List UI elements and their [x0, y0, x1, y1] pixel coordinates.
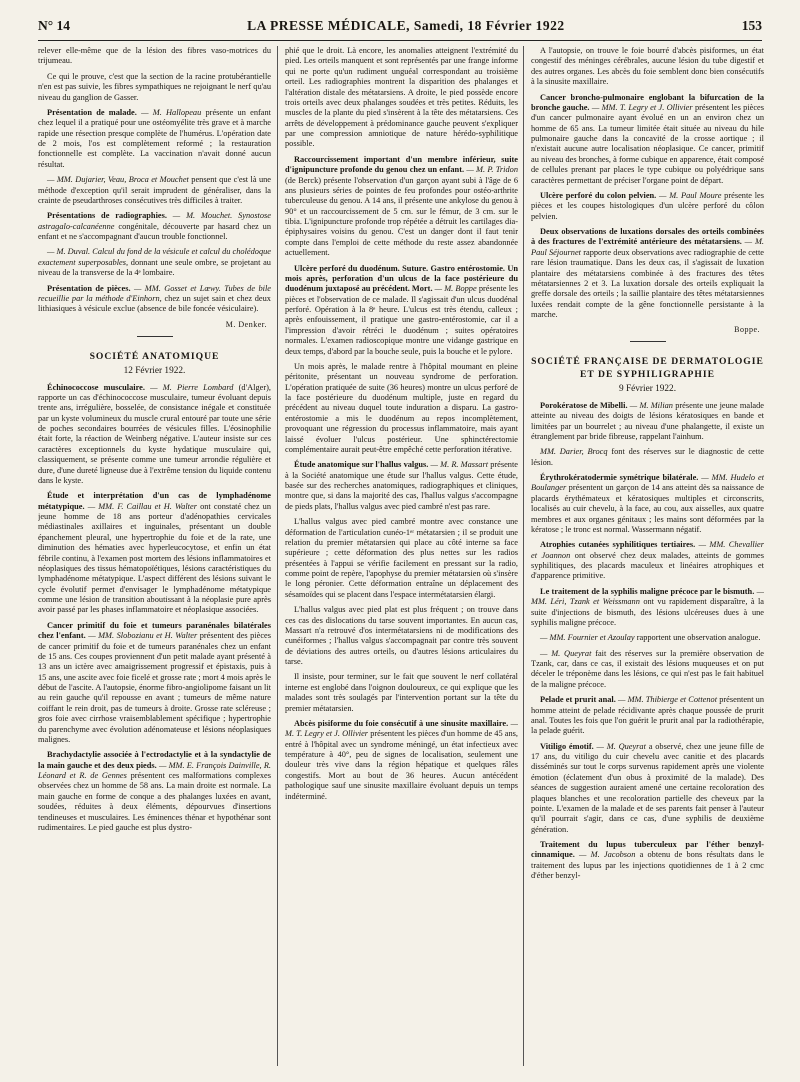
section-title: SOCIÉTÉ FRANÇAISE DE DERMATOLOGIE ET DE SYPHILIGRAPHIE: [531, 356, 764, 380]
article-text: a obtenu de bons résultats dans le traitement des lupus par les injections quotidiennes de 1 à 2 cmc d'éther benzyl-: [531, 850, 764, 881]
article-text: (d'Alger), rapporte un cas d'échinococcose musculaire, tumeur évoluant depuis trente ans, irrégulière, bosselée, de consistance inégale et constituée par un kyste volumineux du muscle crural entouré par toute une série de poches secondaires bourrées de vésicules filles. L'éosinophilie était forte, la réaction de Weinberg négative. L'auteur insiste sur ces caractères exceptionnels du kyste hydatique musculaire qui, classiquement, se présente comme une tumeur arrondie régulière et dure, d'une dureté ligneuse due à l'extrême tension du liquide contenu dans le kyste.: [38, 382, 271, 485]
article-title: Atrophies cutanées syphilitiques tertiaires.: [540, 540, 696, 550]
paragraph: Il insiste, pour terminer, sur le fait que souvent le nerf collatéral interne est englobé dans l'oignon douloureux, ce qui explique que les malades sont très soulagés par l'intervention portant sur la tête du premier métatarsien.: [285, 672, 518, 713]
article-text: rapportent une observation analogue.: [636, 633, 761, 643]
signature: Boppe.: [734, 325, 760, 335]
article: [531, 587, 764, 629]
article-italic: Synostose astragalo-calcanéenne: [38, 211, 271, 231]
article-authors: — MM. E. François Dainville, R. Léonard et R. de Gennes: [38, 760, 271, 781]
header-rule: [38, 40, 762, 41]
article-text: ont constaté chez un jeune homme de 18 ans porteur d'adénopathies cervicales médiastinales axillaires et inguinales, présentant un double épanchement pleural, une hypertrophie du foie et de la rate, une diminution des hématies avec hyperleucocytose, et enfin un état fébrile continu, à l'examen post mortem des lésions inflammatoires et néoplasiques des tissus hématopoïétiques, lésions caractéristiques du lymphadénome métatypique. L'aspect différent des lésions suivant le cycle évolutif permet d'envisager le lymphadénome métatypique comme une lésion de transition aboutissant à la néoplasie pure après avoir passé par les phases inflammatoire et néoplasique associées.: [38, 501, 271, 615]
article-authors: — M. Hallopeau: [141, 107, 202, 117]
article: [531, 742, 764, 835]
article-authors: — M. Duval.: [47, 247, 91, 257]
paragraph: relever elle-même que de la lésion des fibres vaso-motrices du trijumeau.: [38, 46, 271, 66]
article-authors: — MM. Thibierge et Cottenot: [618, 695, 718, 705]
article: [38, 383, 271, 487]
article-title: Ulcère perforé du duodénum. Suture. Gastro entérostomie. Un mois après, perforation d'un ulcus de la face postérieure du duodénum juxtaposé au précédent. Mort.: [285, 263, 518, 294]
article: [285, 460, 518, 512]
article-authors: — M. T. Legry et J. Ollivier: [285, 718, 518, 739]
paragraph: Ce qui le prouve, c'est que la section de la racine protubérantielle n'en est pas suivie, les fibres sympathiques ne rejoignant le nerf qu'au niveau du ganglion de Gasser.: [38, 71, 271, 102]
article-title: Brachydactylie associée à l'ectrodactylie et à la syndactylie de la main gauche et des deux pieds.: [38, 750, 271, 770]
article-text: donnant une seule ombre, se projetant au niveau de la transverse de la 4ᵉ lombaire.: [38, 257, 271, 278]
article: [531, 191, 764, 222]
paragraph: L'hallus valgus avec pied plat est plus fréquent ; on trouve dans ces cas des dislocations du tarse souvent importantes. En aucun cas, Massart n'a retrouvé d'os intermétatarsiens ni de modifications des cunéiformes ; l'hallus valgus s'accompagnait par contre très souvent de déviations des autres orteils, ou d'autres lésions articulaires du tarse.: [285, 605, 518, 666]
article-authors: — MM. F. Caillau et H. Walter: [87, 501, 197, 511]
article-text: congénitale, découverte par hasard chez un enfant et ne s'accompagnant d'aucun trouble fonctionnel.: [38, 221, 271, 241]
article-title: Étude et interprétation d'un cas de lymphadénome métatypique.: [38, 491, 271, 511]
article-title: Vitiligo émotif.: [540, 741, 594, 751]
article: [531, 840, 764, 882]
article-authors: — M. Queyrat: [540, 648, 592, 658]
article: [531, 540, 764, 582]
article-authors: — M. Milian: [629, 400, 673, 410]
article-authors: — M. P. Tridon: [466, 165, 518, 175]
article-text: ont vu rapidement disparaître, à la suite d'injections de bismuth, des lésions ulcéreuses dues à une syphilis maligne précoce.: [531, 597, 764, 627]
column-1: [38, 46, 271, 1074]
article-authors: — M. Jacobson: [579, 850, 636, 860]
article-title: Cancer primitif du foie et tumeurs paranénales bilatérales chez l'enfant.: [38, 620, 271, 641]
article-title: Le traitement de la syphilis maligne précoce par le bismuth.: [540, 586, 755, 596]
article-title: Érythrokératodermie symétrique bilatérale.: [540, 473, 699, 483]
article-title: Présentation de pièces.: [47, 283, 131, 293]
article-text: font des réserves sur le diagnostic de cette lésion.: [531, 447, 764, 467]
article: [38, 284, 271, 315]
article-text: chez un sujet sain et chez deux lithiasiques à vésicule exclue (absence de bile foncée vésiculaire).: [38, 293, 271, 314]
article-authors: — M. R. Massart: [430, 460, 489, 470]
article: [531, 447, 764, 468]
article-authors: — M. Mouchet.: [172, 211, 233, 221]
article-text: (de Berck) présente l'observation d'un garçon ayant subi à l'âge de 6 ans plusieurs séries de pointes de feu profondes pour ostéo-arthrite tuberculeuse du genou. A 14 ans, il présente une ankylose du genou à 90° et un raccourcissement de 5 cm. sur le fémur, de 3 cm. sur le tibia. L'ignipuncture profonde trop répétée a détruit les cartilages dia-épiphysaires voisins du genou. C'est un danger dont il faut tenir compte dans l'emploi de cette méthode du reste assez abandonnée actuellement.: [285, 175, 518, 258]
article: [531, 649, 764, 691]
article-title: Présentation de malade.: [47, 107, 137, 117]
article: [531, 93, 764, 186]
article-authors: — MM. Chevallier et Joannon: [531, 540, 764, 560]
section-date: 9 Février 1922.: [618, 384, 677, 395]
article-authors: — M. Pierre Lombard: [150, 382, 234, 392]
article: [38, 175, 271, 206]
article: [531, 227, 764, 320]
article-text: rapporte deux observations avec radiographie de cette rare lésion traumatique. Dans les deux cas, il s'agissait de luxation plantaire des métatarsiens combinée à des fractures des têtes métatarsiennes 2 et 3. La luxation dorsale des orteils expliquait la greffe dorsale des orteils ; la saillie plantaire des têtes métatarsiennes luxées rendait compte de la gêne fonctionnelle persistante à la marche.: [531, 247, 764, 319]
article-title: Deux observations de luxations dorsales des orteils combinées à des fractures de l'extrémité antérieure des métatarsiens.: [531, 227, 764, 247]
article-authors: — M. Queyrat: [596, 741, 646, 751]
journal-title: LA PRESSE MÉDICALE, Samedi, 18 Février 1922: [247, 18, 565, 33]
column-2: [285, 46, 518, 1074]
article-italic: Tubes de bile recueillie par la méthode d'Einhorn,: [38, 283, 271, 303]
article-title: Raccourcissement important d'un membre inférieur, suite d'ignipuncture profonde du genou chez un enfant.: [285, 154, 518, 175]
column-separator: [277, 46, 278, 1066]
article-text: présente à la Société anatomique une étude sur l'hallus valgus. Cette étude, basée sur des recherches anatomiques, radiographiques et cliniques, montre que, si dans la majorité des cas, l'hallus valgus s'accompagne de pieds plats, l'hallus valgus avec pied cambré n'est pas rare.: [285, 460, 518, 511]
page-number: 153: [741, 18, 762, 33]
article-text: présentent des pièces de cancer primitif du foie et de tumeurs paranénales chez un enfant de 15 ans. Ces coupes proviennent d'un petit malade ayant présenté à 13 ans un ictère avec amaigrissement progressif et épistaxis, puis à 15 ans, une ascite avec foie ficelé et grosse rate ; mort 4 mois après le début de l'ascite. A l'autopsie, énorme fibro-angiolipome faisant un lit au rein gauche qu'il repousse en avant ; tumeurs de même nature coiffant le rein droit, pas de tumeurs à droite. Grosse rate scléreuse ; gros foie avec cirrhose vraisemblablement spécifique ; hypertrophie du parenchyme avec évolution adénomateuse et lésions néoplasiques malignes.: [38, 631, 271, 744]
section-title: SOCIÉTÉ ANATOMIQUE: [89, 350, 220, 362]
article: [38, 491, 271, 616]
article-authors: — MM. T. Legry et J. Ollivier: [591, 102, 693, 112]
article-text: présentent les pièces d'un homme de 45 ans, entré à l'hôpital avec un syndrome méningé, un état infectieux avec température à 40°, peu de signes de localisation, seulement une douleur très vive dans la région hépatique et quelques râles congestifs. Mort au bout de 36 heures. Aucun antécédent pathologique sauf une sinusite maxillaire évoluant depuis un temps indéterminé.: [285, 729, 518, 801]
article-authors: — MM. Hudelo et Boulanger: [531, 473, 764, 493]
divider: [630, 341, 666, 342]
issue-number: N° 14: [38, 18, 71, 33]
article-title: Pelade et prurit anal.: [540, 695, 616, 705]
article-title: Traitement du lupus tuberculeux par l'éther benzyl-cinnamique.: [531, 840, 764, 860]
page-header: [38, 18, 762, 38]
article: [531, 633, 764, 643]
article-text: pensent que c'est là une méthode d'exception qu'il serait imprudent de généraliser, dans la crainte de pseudarthroses consécutives très difficiles à traiter.: [38, 175, 271, 205]
article-authors: — MM. Fournier et Azoulay: [540, 633, 635, 643]
article-text: présente les pièces et l'observation de ce malade. Il s'agissait d'un ulcus duodénal perforé. Opération à la 8ᵉ heure. L'ulcus est très étendu, calleux ; après enfouissement, il pratique une gastro-entérostomie, car il a l'impression d'avoir rétréci le duodénum ; suites opératoires normales. L'examen radioscopique montre une vidange gastrique en deux temps, d'abord par la bouche seule, puis la bouche et le pylore.: [285, 284, 518, 356]
article: [38, 247, 271, 278]
article: [38, 211, 271, 242]
article-authors: MM. Darier, Brocq: [540, 447, 608, 457]
section-date: 12 Février 1922.: [123, 366, 186, 377]
paragraph: A l'autopsie, on trouve le foie bourré d'abcès pisiformes, un état congestif des méninges cérébrales, aucune lésion du tube digestif et des autres organes. Les abcès du foie semblent donc bien consécutifs à la sinusite maxillaire.: [531, 46, 764, 87]
article-title: Abcès pisiforme du foie consécutif à une sinusite maxillaire.: [294, 718, 509, 728]
article-text: ont observé chez deux malades, atteints de gommes syphilitiques, des placards maculeux et linéaires atrophiques et d'apparence primitive.: [531, 550, 764, 581]
article-text: présentent un garçon de 14 ans atteint dès sa naissance de placards érythémateux et kératosiques multiples et circonscrits, localisés au cuir chevelu, à la face, au cou, aux aisselles, aux quatre membres et aux organes génitaux ; les mains sont déformées par la kératose ; le tronc est normal. Wassermann négatif.: [531, 483, 764, 534]
article-authors: — M. Boppe: [434, 284, 477, 294]
article-text: a observé, chez une jeune fille de 17 ans, du vitiligo du cuir chevelu avec canitie et des placards disséminés sur tout le corps survenus rapidement après une violente émotion (éclatement d'un obus à proximité de la malade). Des séances de suggestion auraient amené une certaine recoloration des plaques blanches et une recoloration partielle des cheveux par la pointe. L'examen de la malade et de ses parents fait penser à l'auteur qu'il pourrait s'agir, dans ce cas, d'une syphilis de deuxième génération.: [531, 741, 764, 834]
article: [38, 750, 271, 833]
divider: [137, 336, 173, 337]
article: [285, 264, 518, 357]
article: [285, 155, 518, 259]
article-text: présente une jeune malade atteinte au niveau des doigts de lésions kératosiques en bande et limitées par un bourrelet ; au niveau d'une phalangette, il existe un étranglement par bride fibreuse, rappelant l'ainhum.: [531, 400, 764, 441]
article-authors: — MM. Gosset et Lœwy.: [133, 283, 221, 293]
article: [531, 473, 764, 535]
article-title: Cancer broncho-pulmonaire englobant la bifurcation de la bronche gauche.: [531, 92, 764, 112]
article-title: Étude anatomique sur l'hallus valgus.: [294, 460, 429, 470]
article-title: Porokératose de Mibelli.: [540, 400, 628, 410]
article-text: présentent un homme atteint de pelade récidivante après chaque poussée de prurit anal. Toutes les fois que l'on guérit le prurit anal par la radiothérapie, la pelade guérit.: [531, 695, 764, 736]
article-authors: — MM. Slobozianu et H. Walter: [88, 631, 198, 641]
article-authors: — MM. Léri, Tzank et Weissmann: [531, 586, 764, 607]
article-title: Ulcère perforé du colon pelvien.: [540, 190, 657, 200]
article-text: présentent ces malformations complexes observées chez un homme de 58 ans. La main droite est normale. La main gauche en forme de conque a des phalanges luxées en avant, soudées, réduites à deux éléments, dépourvues d'insertions tendineuses et musculaires. Les éminences thénar et hypothénar sont rudimentaires. Le pied gauche est plus dystro-: [38, 771, 271, 832]
article-title: Échinococcose musculaire.: [47, 382, 145, 392]
article: [531, 401, 764, 443]
article: [285, 719, 518, 802]
article: [38, 108, 271, 170]
article-authors: — M. Paul Séjournet: [531, 237, 764, 257]
article-text: présentent les pièces d'un cancer pulmonaire ayant évolué en un an environ chez un homme de 65 ans. La tumeur limitée était située au niveau du hile pulmonaire gauche dans la concavité de la crosse aortique ; il n'existait aucune autre localisation néoplasique. Ce cancer, primitif au niveau des bronches, à forme cubique en apparence, était composé de cellules prenant par places le type cubique ou polyédrique sans caractères permettant de préciser l'organe point de départ.: [531, 102, 764, 185]
paragraph: Un mois après, le malade rentre à l'hôpital moumant en pleine péritonite, présentant un nouveau syndrome de perforation. L'opération pratiquée de suite (36 heures) montre un ulcus perforé de la face postérieure du duodénum multiple, juste en regard du précédent au niveau duquel toute induration a disparu. La gastro-entérostomie a mis le duodénum au repos incomplètement, provoquant une régression du processus inflammatoire, mais ayant laissé évoluer l'ulcus postérieur. Une sphinctérectomie complémentaire aurait peut-être empêché cette perforation itérative.: [285, 361, 518, 454]
article: [531, 695, 764, 737]
article-text: fait des réserves sur la première observation de Tzank, car, dans ce cas, il existait des lésions muqueuses et on put déceler le tréponème dans les lésions, ce qui n'est pas le fait habituel de la maligne précoce.: [531, 648, 764, 689]
article-authors: — MM. Dujarier, Veau, Broca et Mouchet: [47, 175, 189, 185]
article-title: Présentations de radiographies.: [47, 211, 167, 221]
article-text: présente les pièces et les coupes histologiques d'un ulcère perforé du côlon pelvien.: [531, 190, 764, 221]
article-italic: Calcul du fond de la vésicule et calcul du cholédoque exactement superposables,: [38, 247, 271, 267]
signature: M. Denker.: [225, 319, 267, 329]
article: [38, 621, 271, 746]
article-authors: — M. Paul Moure: [659, 190, 722, 200]
column-separator: [523, 46, 524, 1066]
article-text: présente un enfant chez lequel il a pratiqué pour une ostéomyélite très grave et à marche rapide une résection presque complète de l'humérus. L'opération date de 2 mois, l'os est complètement reformé ; la restauration fonctionnelle est complète. La vaccination n'avait donné aucun résultat.: [38, 107, 271, 169]
paragraph: phié que le droit. Là encore, les anomalies atteignent l'extrémité du pied. Les orteils manquent et sont représentés par une frange informe qui ne porte qu'un rudiment unguéal correspondant au troisième orteil. Les radiographies montrent la disparition des phalanges et l'altération distale des métatarsiens. A droite, le pied possède encore trois orteils avec deux phalanges soudées et très petites. Réduits, les muscles de la plante du pied s'insèrent à la tête des métatarsiens. Ces arrêts de développement à prédominance gauche peuvent s'expliquer par une compression amniotique de nature hérédo-syphilitique possible.: [285, 46, 518, 149]
paragraph: L'hallus valgus avec pied cambré montre avec constance une déformation de l'articulation cunéo-1ᵉʳ métatarsien ; il se produit une relation du premier métatarsien qui place au côté interne sa face supérieure ; cette déformation des plus nettes sur les radios présentées à l'appui se vérifie facilement en pressant sur la radio, comme point de repère, l'apophyse du premier métatarsien où s'insère le long péronier. Cette déformation entraîne un déplacement des sésamoïdes qui se placent dans l'espace intermétatarsien élargi.: [285, 517, 518, 599]
column-3: [531, 46, 764, 1074]
